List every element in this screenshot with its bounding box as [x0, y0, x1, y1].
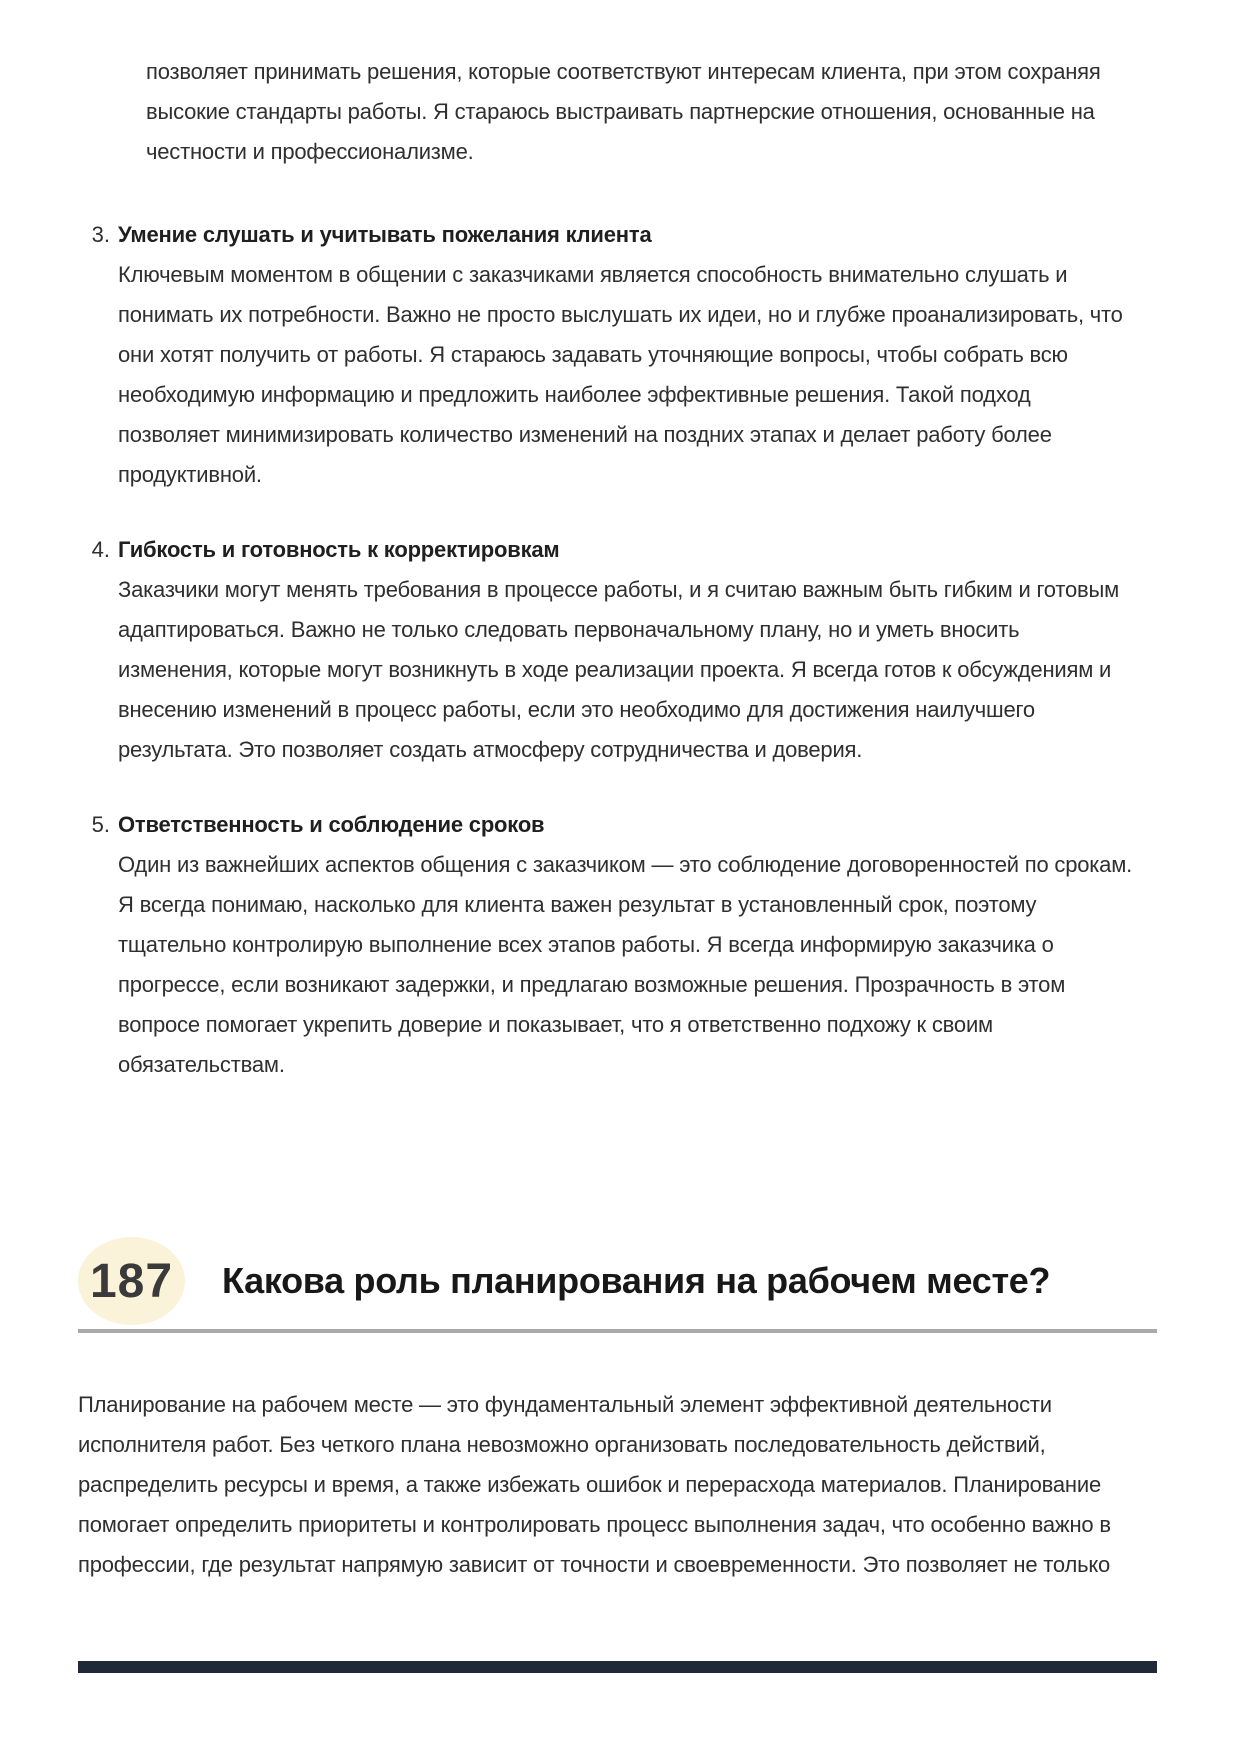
list-item-body: Ключевым моментом в общении с заказчиками является способность внимательно слушать и понимать их потребности. Важно не просто выслушать их идеи, но и глубже проанализировать, что они хотят получить от работы. Я стараюсь задавать уточняющие вопросы, чтобы собрать всю необходимую информацию и предложить наиболее эффективные решения. Такой подход позволяет минимизировать количество изменений на поздних этапах и делает работу более продуктивной. — [118, 262, 1123, 487]
list-item-title: Умение слушать и учитывать пожелания клиента — [118, 222, 652, 247]
next-section-bar-partial — [78, 1661, 1157, 1673]
question-number: 187 — [89, 1254, 174, 1308]
list-item — [78, 530, 1157, 770]
answer-paragraph: Планирование на рабочем месте — это фундаментальный элемент эффективной деятельности исполнителя работ. Без четкого плана невозможно организовать последовательность действий, распределить ресурсы и время, а также избежать ошибок и перерасхода материалов. Планирование помогает определить приоритеты и контролировать процесс выполнения задач, что особенно важно в профессии, где результат напрямую зависит от точности и своевременности. Это позволяет не только — [78, 1392, 1111, 1577]
continuation-paragraph: позволяет принимать решения, которые соответствуют интересам клиента, при этом сохраняя высокие стандарты работы. Я стараюсь выстраивать партнерские отношения, основанные на честности и профессионализме. — [146, 59, 1101, 164]
list-item-title: Гибкость и готовность к корректировкам — [118, 537, 560, 562]
list-item — [78, 805, 1157, 1085]
list-item-number: 5. — [91, 812, 110, 837]
list-item-title: Ответственность и соблюдение сроков — [118, 812, 545, 837]
list-item-content — [118, 805, 1133, 1085]
question-title: Какова роль планирования на рабочем месте? — [222, 1260, 1051, 1301]
section-divider — [78, 1329, 1157, 1333]
question-number-badge — [78, 1237, 185, 1325]
question-header — [78, 1237, 1157, 1325]
list-item-content — [118, 530, 1133, 770]
list-item — [78, 215, 1157, 495]
list-item-body: Один из важнейших аспектов общения с заказчиком — это соблюдение договоренностей по срокам. Я всегда понимаю, насколько для клиента важен результат в установленный срок, поэтому тщательно контролирую выполнение всех этапов работы. Я всегда информирую заказчика о прогрессе, если возникают задержки, и предлагаю возможные решения. Прозрачность в этом вопросе помогает укрепить доверие и показывает, что я ответственно подхожу к своим обязательствам. — [118, 852, 1133, 1077]
list-item-content — [118, 215, 1133, 495]
list-item-body: Заказчики могут менять требования в процессе работы, и я считаю важным быть гибким и готовым адаптироваться. Важно не только следовать первоначальному плану, но и уметь вносить изменения, которые могут возникнуть в ходе реализации проекта. Я всегда готов к обсуждениям и внесению изменений в процесс работы, если это необходимо для достижения наилучшего результата. Это позволяет создать атмосферу сотрудничества и доверия. — [118, 577, 1120, 762]
list-item-number: 4. — [91, 537, 110, 562]
list-item-number: 3. — [91, 222, 110, 247]
